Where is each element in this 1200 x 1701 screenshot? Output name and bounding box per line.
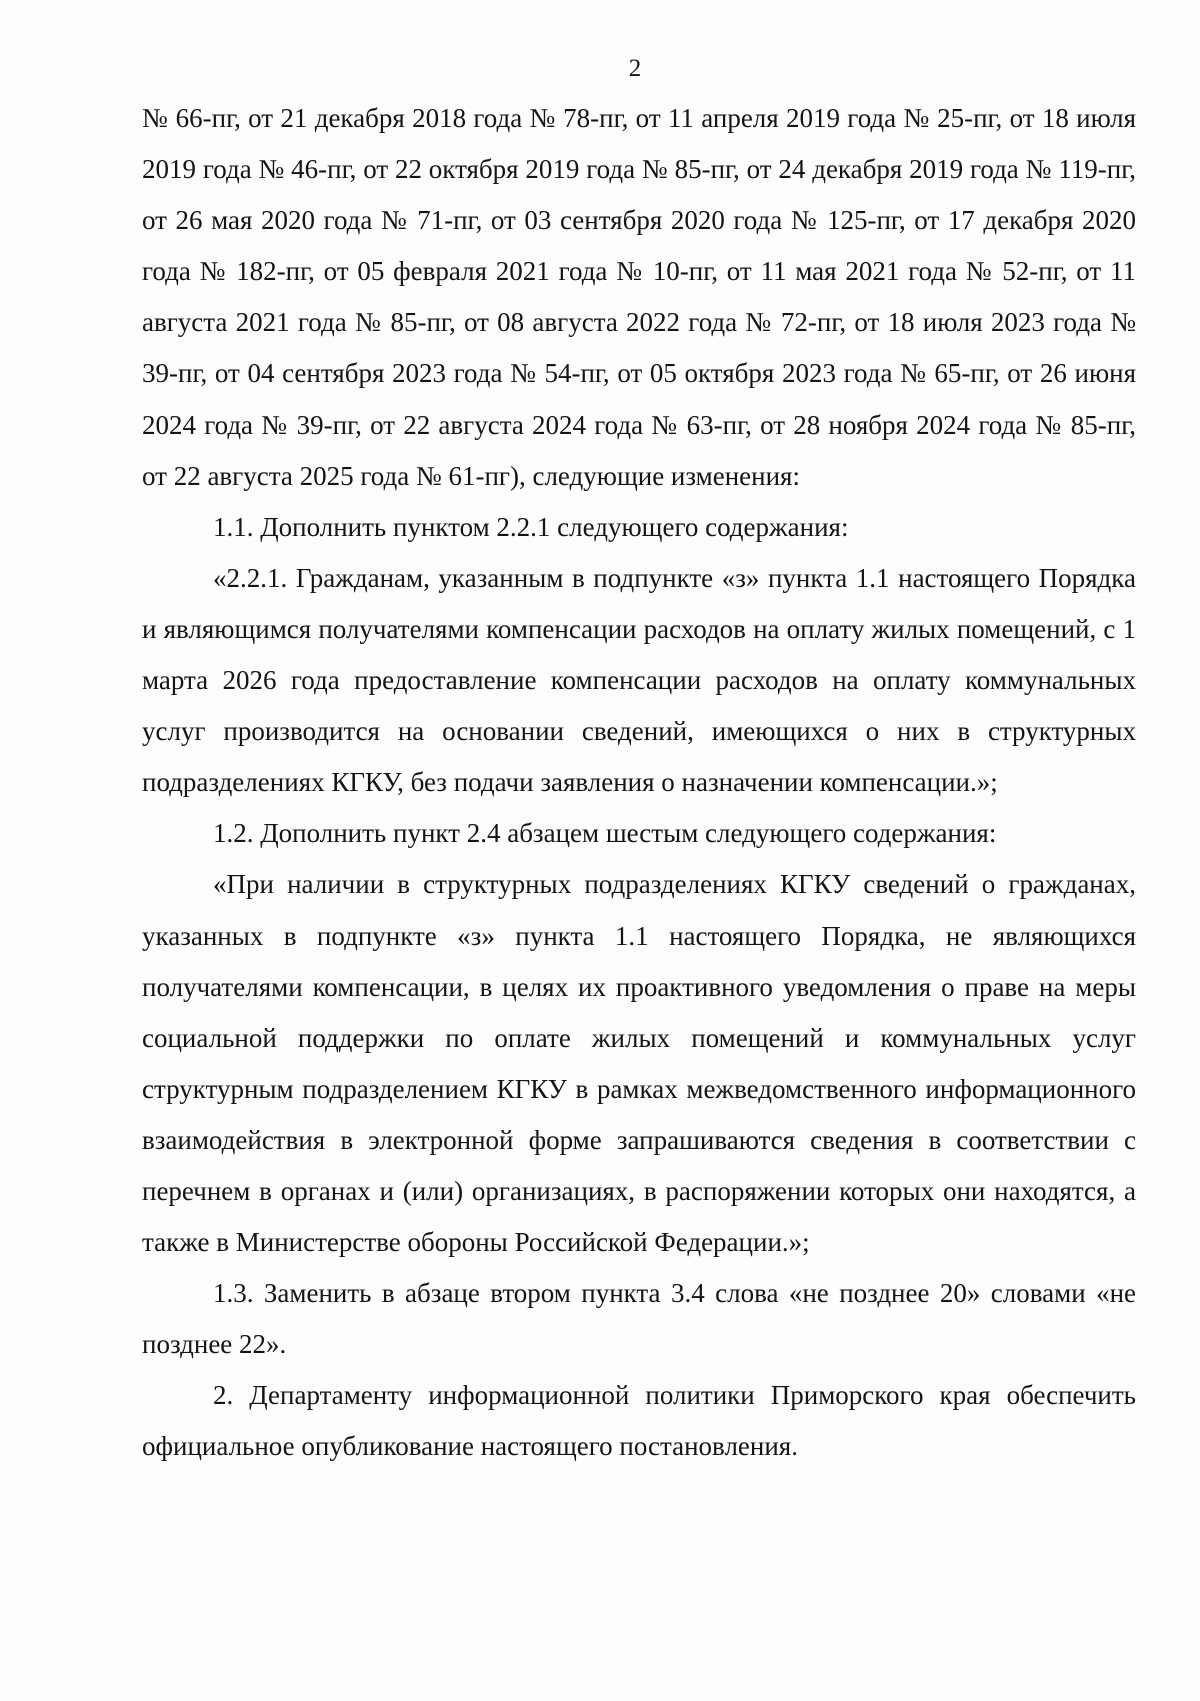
paragraph-item-1-2: 1.2. Дополнить пункт 2.4 абзацем шестым следующего содержания: [213, 818, 997, 849]
paragraph-item-1-1-content: «2.2.1. Гражданам, указанным в подпункте «з» пункта 1.1 настоящего Порядка и являющимся получателями компенсации расходов на оплату жилых помещений, с 1 марта 2026 года предоставление компенсации расходов на оплату коммунальных услуг производится на основании сведений, имеющихся о них в структурных подразделениях КГКУ, без подачи заявления о назначении компенсации.»; [142, 562, 1136, 798]
paragraph-item-2: 2. Департаменту информационной политики Приморского края обеспечить официальное опубликование настоящего постановления. [142, 1380, 1136, 1462]
paragraph-item-1-3: 1.3. Заменить в абзаце втором пункта 3.4 слова «не позднее 20» словами «не позднее 22». [142, 1278, 1136, 1360]
document-body [142, 93, 1136, 1473]
paragraph-list-of-amendments: № 66-пг, от 21 декабря 2018 года № 78-пг, от 11 апреля 2019 года № 25-пг, от 18 июля 2019 года № 46-пг, от 22 октября 2019 года № 85-пг, от 24 декабря 2019 года № 119-пг, от 26 мая 2020 года № 71-пг, от 03 сентября 2020 года № 125-пг, от 17 декабря 2020 года № 182-пг, от 05 февраля 2021 года № 10-пг, от 11 мая 2021 года № 52-пг, от 11 августа 2021 года № 85-пг, от 08 августа 2022 года № 72-пг, от 18 июля 2023 года № 39-пг, от 04 сентября 2023 года № 54-пг, от 05 октября 2023 года № 65-пг, от 26 июня 2024 года № 39-пг, от 22 августа 2024 года № 63-пг, от 28 ноября 2024 года № 85-пг, от 22 августа 2025 года № 61-пг), следующие изменения: [142, 103, 1136, 491]
paragraph-item-1-2-content: «При наличии в структурных подразделениях КГКУ сведений о гражданах, указанных в подпункте «з» пункта 1.1 настоящего Порядка, не являющихся получателями компенсации, в целях их проактивного уведомления о праве на меры социальной поддержки по оплате жилых помещений и коммунальных услуг структурным подразделением КГКУ в рамках межведомственного информационного взаимодействия в электронной форме запрашиваются сведения в соответствии с перечнем в органах и (или) организациях, в распоряжении которых они находятся, а также в Министерстве обороны Российской Федерации.»; [142, 869, 1136, 1258]
page-number: 2 [628, 55, 642, 82]
paragraph-item-1-1: 1.1. Дополнить пунктом 2.2.1 следующего содержания: [213, 511, 849, 542]
